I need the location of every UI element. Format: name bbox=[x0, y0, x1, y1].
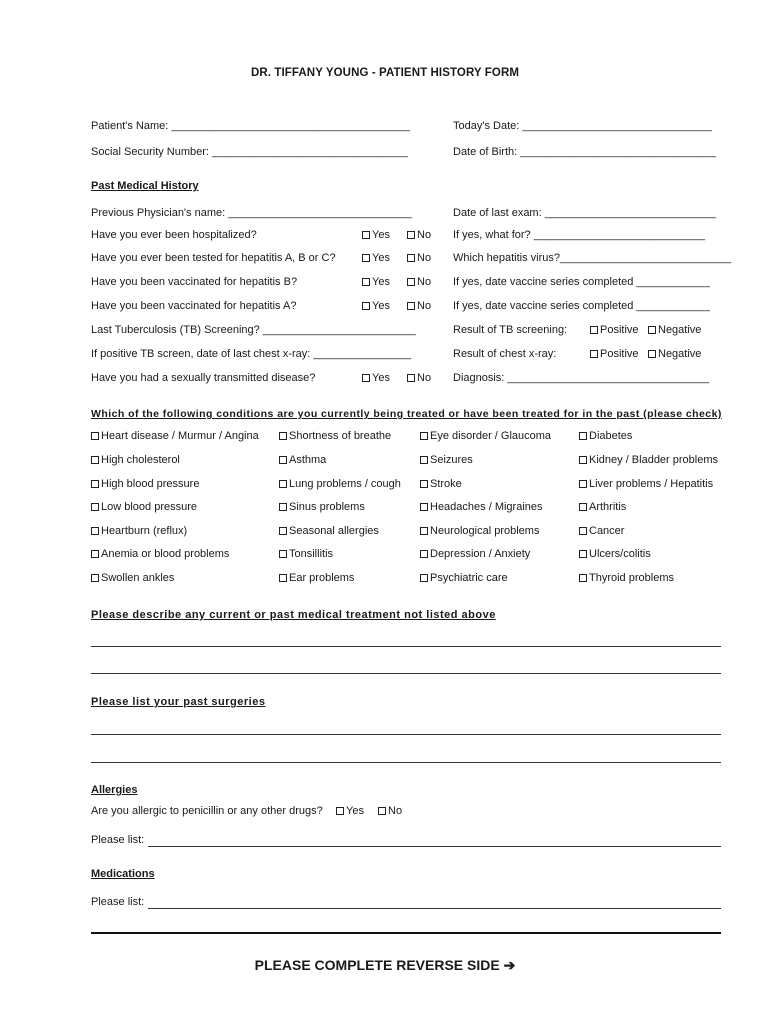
treatment-line-2[interactable] bbox=[91, 673, 721, 674]
condition-label: High cholesterol bbox=[101, 454, 180, 466]
condition-checkbox[interactable] bbox=[279, 501, 365, 513]
condition-label: Seasonal allergies bbox=[289, 525, 379, 537]
allergy-list-line[interactable] bbox=[148, 846, 721, 847]
condition-checkbox[interactable] bbox=[91, 478, 199, 490]
condition-checkbox[interactable] bbox=[579, 454, 718, 466]
condition-label: Stroke bbox=[430, 478, 462, 490]
hepatitis-a-no-checkbox[interactable]: No bbox=[407, 300, 431, 312]
checkbox-icon bbox=[579, 550, 587, 558]
conditions-heading: Which of the following conditions are you currently being treated or have been treated for in the past (please check) bbox=[91, 408, 722, 420]
condition-label: Ear problems bbox=[289, 572, 355, 584]
condition-label: Neurological problems bbox=[430, 525, 540, 537]
std-yes-checkbox[interactable]: Yes bbox=[362, 372, 390, 384]
std-no-checkbox[interactable]: No bbox=[407, 372, 431, 384]
condition-checkbox[interactable] bbox=[279, 430, 391, 442]
condition-label: Cancer bbox=[589, 525, 625, 537]
todays-date-field[interactable]: Today's Date: _______________________________ bbox=[453, 120, 713, 132]
past-medical-history-heading: Past Medical History bbox=[91, 180, 199, 192]
hepatitis-tested-question: Have you ever been tested for hepatitis A, B or C? bbox=[91, 252, 336, 264]
xray-positive-checkbox[interactable]: Positive bbox=[590, 348, 639, 360]
condition-label: Psychiatric care bbox=[430, 572, 508, 584]
condition-label: Heartburn (reflux) bbox=[101, 525, 188, 537]
hospitalized-no-checkbox[interactable]: No bbox=[407, 229, 431, 241]
tb-negative-checkbox[interactable]: Negative bbox=[648, 324, 701, 336]
condition-label: Heart disease / Murmur / Angina bbox=[101, 430, 259, 442]
condition-checkbox[interactable] bbox=[279, 454, 326, 466]
condition-label: Lung problems / cough bbox=[289, 478, 401, 490]
checkbox-icon bbox=[279, 550, 287, 558]
previous-physician-field[interactable]: Previous Physician's name: ______________________________ bbox=[91, 207, 412, 219]
condition-label: Liver problems / Hepatitis bbox=[589, 478, 714, 490]
checkbox-icon bbox=[362, 254, 370, 262]
checkbox-icon bbox=[279, 527, 287, 535]
allergy-no-checkbox[interactable]: No bbox=[378, 805, 402, 817]
checkbox-icon bbox=[91, 550, 99, 558]
checkbox-icon bbox=[279, 432, 287, 440]
allergy-question: Are you allergic to penicillin or any other drugs? bbox=[91, 805, 323, 817]
condition-label: Depression / Anxiety bbox=[430, 548, 531, 560]
condition-label: Asthma bbox=[289, 454, 327, 466]
chest-xray-date-field[interactable]: If positive TB screen, date of last chest x-ray: ________________ bbox=[91, 348, 412, 360]
checkbox-icon bbox=[362, 302, 370, 310]
tb-positive-checkbox[interactable]: Positive bbox=[590, 324, 639, 336]
checkbox-icon bbox=[590, 326, 598, 334]
condition-checkbox[interactable] bbox=[91, 572, 174, 584]
checkbox-icon bbox=[362, 374, 370, 382]
condition-checkbox[interactable] bbox=[420, 572, 508, 584]
hepatitis-b-no-checkbox[interactable]: No bbox=[407, 276, 431, 288]
hepatitis-b-vaccine-question: Have you been vaccinated for hepatitis B? bbox=[91, 276, 298, 288]
surgeries-line-1[interactable] bbox=[91, 734, 721, 735]
checkbox-icon bbox=[407, 278, 415, 286]
condition-label: Ulcers/colitis bbox=[589, 548, 651, 560]
checkbox-icon bbox=[407, 254, 415, 262]
treatment-heading: Please describe any current or past medical treatment not listed above bbox=[91, 609, 496, 621]
checkbox-icon bbox=[407, 302, 415, 310]
hepatitis-a-yes-checkbox[interactable]: Yes bbox=[362, 300, 390, 312]
allergy-list-label: Please list: bbox=[91, 834, 145, 846]
checkbox-icon bbox=[336, 807, 344, 815]
checkbox-icon bbox=[648, 350, 656, 358]
reverse-side-note: PLEASE COMPLETE REVERSE SIDE ➔ bbox=[254, 957, 516, 973]
checkbox-icon bbox=[279, 480, 287, 488]
condition-checkbox[interactable] bbox=[579, 501, 626, 513]
hepatitis-virus-field[interactable]: Which hepatitis virus?____________________________ bbox=[453, 252, 732, 264]
checkbox-icon bbox=[362, 278, 370, 286]
checkbox-icon bbox=[279, 456, 287, 464]
checkbox-icon bbox=[91, 432, 99, 440]
condition-label: Swollen ankles bbox=[101, 572, 175, 584]
checkbox-icon bbox=[91, 480, 99, 488]
condition-checkbox[interactable] bbox=[420, 454, 473, 466]
condition-checkbox[interactable] bbox=[279, 572, 354, 584]
condition-checkbox[interactable] bbox=[420, 430, 551, 442]
checkbox-icon bbox=[407, 231, 415, 239]
hepatitis-tested-no-checkbox[interactable]: No bbox=[407, 252, 431, 264]
condition-checkbox[interactable] bbox=[420, 548, 530, 560]
allergies-heading: Allergies bbox=[91, 784, 138, 796]
condition-checkbox[interactable] bbox=[279, 525, 379, 537]
form-title: DR. TIFFANY YOUNG - PATIENT HISTORY FORM bbox=[250, 67, 520, 79]
condition-label: Seizures bbox=[430, 454, 473, 466]
treatment-line-1[interactable] bbox=[91, 646, 721, 647]
checkbox-icon bbox=[378, 807, 386, 815]
hepatitis-a-date-field[interactable]: If yes, date vaccine series completed ____________ bbox=[453, 300, 710, 312]
checkbox-icon bbox=[420, 480, 428, 488]
xray-result-label: Result of chest x-ray: bbox=[453, 348, 557, 360]
condition-label: Anemia or blood problems bbox=[101, 548, 230, 560]
xray-negative-checkbox[interactable]: Negative bbox=[648, 348, 701, 360]
hepatitis-a-vaccine-question: Have you been vaccinated for hepatitis A? bbox=[91, 300, 297, 312]
medication-list-line[interactable] bbox=[148, 908, 721, 909]
condition-checkbox[interactable] bbox=[579, 548, 651, 560]
surgeries-line-2[interactable] bbox=[91, 762, 721, 763]
hepatitis-b-date-field[interactable]: If yes, date vaccine series completed ____________ bbox=[453, 276, 710, 288]
checkbox-icon bbox=[407, 374, 415, 382]
allergy-yes-checkbox[interactable]: Yes bbox=[336, 805, 364, 817]
std-diagnosis-field[interactable]: Diagnosis: _________________________________ bbox=[453, 372, 710, 384]
condition-label: Arthritis bbox=[589, 501, 627, 513]
hepatitis-tested-yes-checkbox[interactable]: Yes bbox=[362, 252, 390, 264]
condition-checkbox[interactable] bbox=[579, 430, 632, 442]
checkbox-icon bbox=[579, 480, 587, 488]
condition-checkbox[interactable] bbox=[91, 501, 197, 513]
checkbox-icon bbox=[579, 456, 587, 464]
checkbox-icon bbox=[91, 456, 99, 464]
condition-label: Eye disorder / Glaucoma bbox=[430, 430, 552, 442]
condition-checkbox[interactable] bbox=[579, 478, 713, 490]
tb-screening-date-field[interactable]: Last Tuberculosis (TB) Screening? _________________________ bbox=[91, 324, 416, 336]
checkbox-icon bbox=[420, 456, 428, 464]
divider bbox=[91, 932, 721, 934]
condition-checkbox[interactable] bbox=[91, 548, 229, 560]
checkbox-icon bbox=[279, 574, 287, 582]
checkbox-icon bbox=[279, 503, 287, 511]
surgeries-heading: Please list your past surgeries bbox=[91, 696, 266, 708]
condition-label: Sinus problems bbox=[289, 501, 365, 513]
condition-checkbox[interactable] bbox=[579, 525, 624, 537]
condition-label: Shortness of breathe bbox=[289, 430, 392, 442]
std-question: Have you had a sexually transmitted disease? bbox=[91, 372, 316, 384]
hepatitis-b-yes-checkbox[interactable]: Yes bbox=[362, 276, 390, 288]
medications-heading: Medications bbox=[91, 868, 155, 880]
condition-label: Kidney / Bladder problems bbox=[589, 454, 719, 466]
checkbox-icon bbox=[362, 231, 370, 239]
checkbox-icon bbox=[91, 527, 99, 535]
checkbox-icon bbox=[420, 503, 428, 511]
checkbox-icon bbox=[590, 350, 598, 358]
condition-checkbox[interactable] bbox=[420, 478, 462, 490]
condition-checkbox[interactable] bbox=[579, 572, 674, 584]
checkbox-icon bbox=[579, 574, 587, 582]
tb-result-label: Result of TB screening: bbox=[453, 324, 568, 336]
medication-list-label: Please list: bbox=[91, 896, 145, 908]
condition-label: High blood pressure bbox=[101, 478, 200, 490]
condition-label: Tonsillitis bbox=[289, 548, 334, 560]
condition-label: Thyroid problems bbox=[589, 572, 674, 584]
checkbox-icon bbox=[91, 574, 99, 582]
checkbox-icon bbox=[420, 527, 428, 535]
condition-checkbox[interactable] bbox=[91, 454, 180, 466]
hospitalized-question: Have you ever been hospitalized? bbox=[91, 229, 257, 241]
condition-checkbox[interactable] bbox=[420, 525, 539, 537]
checkbox-icon bbox=[579, 527, 587, 535]
condition-label: Low blood pressure bbox=[101, 501, 198, 513]
condition-checkbox[interactable] bbox=[279, 548, 333, 560]
condition-checkbox[interactable] bbox=[420, 501, 543, 513]
dob-field[interactable]: Date of Birth: ________________________________ bbox=[453, 146, 717, 158]
hospitalized-yes-checkbox[interactable]: Yes bbox=[362, 229, 390, 241]
ssn-field[interactable]: Social Security Number: ________________________________ bbox=[91, 146, 408, 158]
checkbox-icon bbox=[579, 432, 587, 440]
condition-checkbox[interactable] bbox=[91, 430, 259, 442]
condition-checkbox[interactable] bbox=[279, 478, 401, 490]
condition-label: Diabetes bbox=[589, 430, 633, 442]
checkbox-icon bbox=[420, 574, 428, 582]
checkbox-icon bbox=[420, 432, 428, 440]
checkbox-icon bbox=[579, 503, 587, 511]
checkbox-icon bbox=[420, 550, 428, 558]
last-exam-date-field[interactable]: Date of last exam: ____________________________ bbox=[453, 207, 717, 219]
condition-label: Headaches / Migraines bbox=[430, 501, 543, 513]
patient-name-field[interactable]: Patient's Name: _______________________________________ bbox=[91, 120, 410, 132]
checkbox-icon bbox=[648, 326, 656, 334]
checkbox-icon bbox=[91, 503, 99, 511]
condition-checkbox[interactable] bbox=[91, 525, 187, 537]
hospitalized-reason-field[interactable]: If yes, what for? ____________________________ bbox=[453, 229, 705, 241]
